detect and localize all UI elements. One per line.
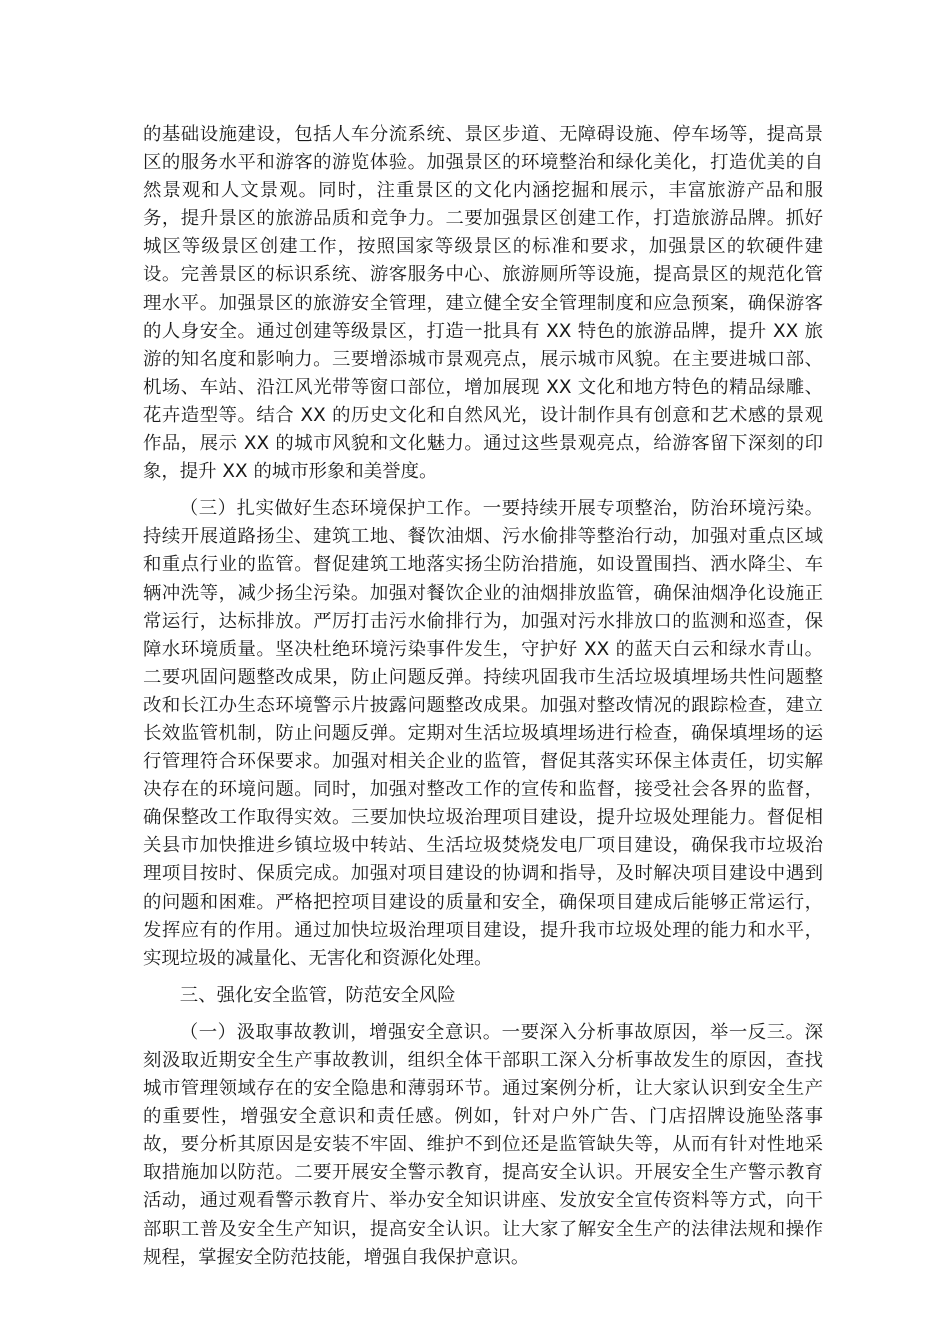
section-heading-safety-supervision: 三、强化安全监管，防范安全风险 (179, 984, 456, 1006)
document-body (143, 121, 823, 1281)
paragraph-accident-lessons: （一）汲取事故教训，增强安全意识。一要深入分析事故原因，举一反三。深刻汲取近期安全生产事故教训，组织全体干部职工深入分析事故发生的原因，查找城市管理领域存在的安全隐患和薄弱环节。通过案例分析，让大家认识到安全生产的重要性，增强安全意识和责任感。例如，针对户外广告、门店招牌设施坠落事故，要分析其原因是安装不牢固、维护不到位还是监管缺失等，从而有针对性地采取措施加以防范。二要开展安全警示教育，提高安全认识。开展安全生产警示教育活动，通过观看警示教育片、举办安全知识讲座、发放安全宣传资料等方式，向干部职工普及安全生产知识，提高安全认识。让大家了解安全生产的法律法规和操作规程，掌握安全防范技能，增强自我保护意识。 (143, 1021, 823, 1268)
paragraph-ecological-protection: （三）扎实做好生态环境保护工作。一要持续开展专项整治，防治环境污染。持续开展道路扬尘、建筑工地、餐饮油烟、污水偷排等整治行动，加强对重点区域和重点行业的监管。督促建筑工地落实扬尘防治措施，如设置围挡、洒水降尘、车辆冲洗等，减少扬尘污染。加强对餐饮企业的油烟排放监管，确保油烟净化设施正常运行，达标排放。严厉打击污水偷排行为，加强对污水排放口的监测和巡查，保障水环境质量。坚决杜绝环境污染事件发生，守护好 XX 的蓝天白云和绿水青山。二要巩固问题整改成果，防止问题反弹。持续巩固我市生活垃圾填埋场共性问题整改和长江办生态环境警示片披露问题整改成果。加强对整改情况的跟踪检查，建立长效监管机制，防止问题反弹。定期对生活垃圾填埋场进行检查，确保填埋场的运行管理符合环保要求。加强对相关企业的监管，督促其落实环保主体责任，切实解决存在的环境问题。同时，加强对整改工作的宣传和监督，接受社会各界的监督，确保整改工作取得实效。三要加快垃圾治理项目建设，提升垃圾处理能力。督促相关县市加快推进乡镇垃圾中转站、生活垃圾焚烧发电厂项目建设，确保我市垃圾治理项目按时、保质完成。加强对项目建设的协调和指导，及时解决项目建设中遇到的问题和困难。严格把控项目建设的质量和安全，确保项目建成后能够正常运行，发挥应有的作用。通过加快垃圾治理项目建设，提升我市垃圾处理的能力和水平，实现垃圾的减量化、无害化和资源化处理。 (143, 498, 823, 969)
paragraph-scenic-area-construction: 的基础设施建设，包括人车分流系统、景区步道、无障碍设施、停车场等，提高景区的服务水平和游客的游览体验。加强景区的环境整治和绿化美化，打造优美的自然景观和人文景观。同时，注重景区的文化内涵挖掘和展示，丰富旅游产品和服务，提升景区的旅游品质和竞争力。二要加强景区创建工作，打造旅游品牌。抓好城区等级景区创建工作，按照国家等级景区的标准和要求，加强景区的软硬件建设。完善景区的标识系统、游客服务中心、旅游厕所等设施，提高景区的规范化管理水平。加强景区的旅游安全管理，建立健全安全管理制度和应急预案，确保游客的人身安全。通过创建等级景区，打造一批具有 XX 特色的旅游品牌，提升 XX 旅游的知名度和影响力。三要增添城市景观亮点，展示城市风貌。在主要进城口部、机场、车站、沿江风光带等窗口部位，增加展现 XX 文化和地方特色的精品绿雕、花卉造型等。结合 XX 的历史文化和自然风光，设计制作具有创意和艺术感的景观作品，展示 XX 的城市风貌和文化魅力。通过这些景观亮点，给游客留下深刻的印象，提升 XX 的城市形象和美誉度。 (143, 124, 823, 483)
